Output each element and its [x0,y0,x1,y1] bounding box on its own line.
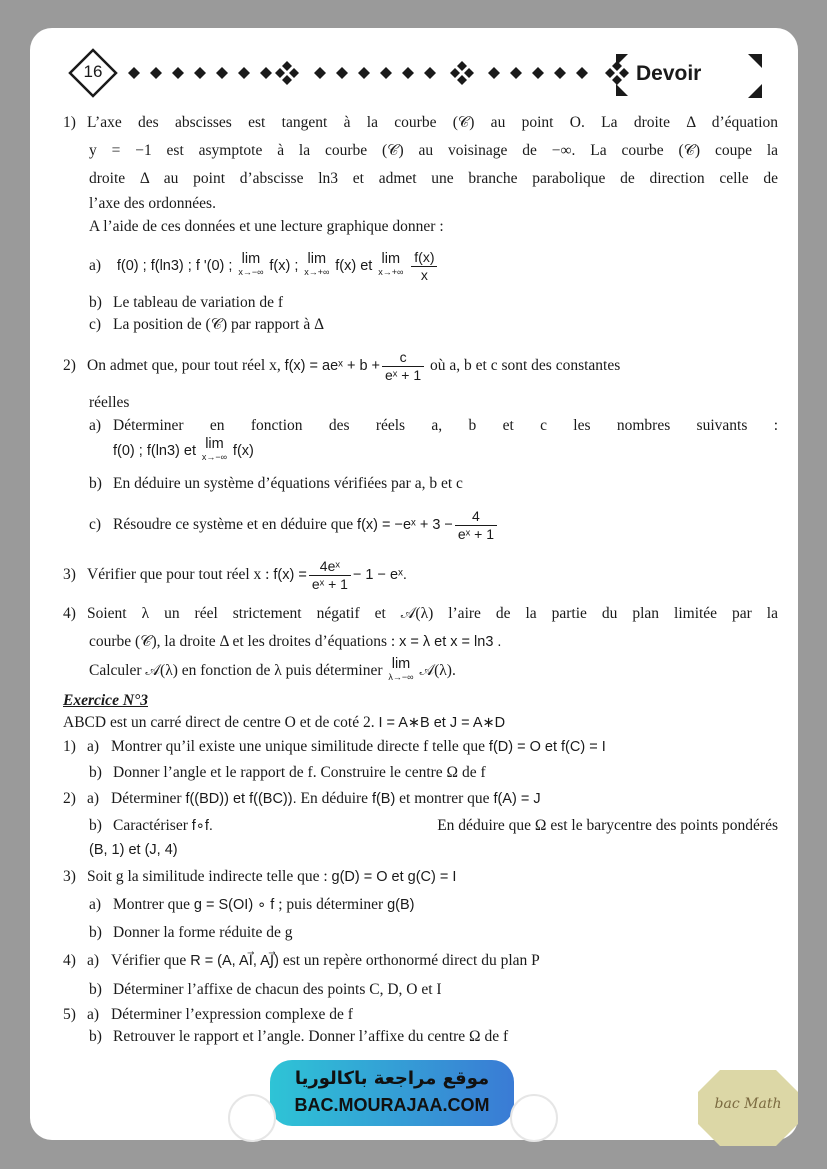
q2-math-1: f(x) = aeˣ + b + [284,358,381,374]
exercise-content [63,110,778,1048]
ex3-p3a-math: g = S(OI) ∘ f [193,897,275,913]
ex3-p2b [63,812,778,840]
q1-line-3 [63,166,778,194]
ex3-p1a [63,734,778,760]
q2-a-math: f(0) ; f(ln3) et [113,443,196,459]
q1-line-1 [63,110,778,138]
ex3-p5b-label: b) [89,1028,102,1045]
ex3-p1b-text: Donner l’angle et le rapport de f. Construire le centre Ω de f [113,764,486,781]
q1-lim-minus [238,253,263,279]
q2-c-fraction [455,508,497,543]
q1-a-label: a) [89,257,102,274]
ex3-p3b-label: b) [89,924,102,941]
q4-math-2: x = λ et x = ln3 . [399,634,502,650]
lim-subscript: x→−∞ [238,267,264,278]
q2-c-text: Résoudre ce système et en déduire que [113,516,354,533]
ex3-intro-math: I = A∗B et J = A∗D [378,715,506,731]
lim-subscript: x→−∞ [201,452,228,463]
q2-item-c [63,500,778,550]
ex3-p4b [63,976,778,1004]
q4-text-3b: 𝒜(λ). [419,662,456,679]
frac-denominator: eˣ + 1 [385,366,422,383]
q1-lim-plus-2 [378,253,403,279]
ex3-p2a-math1: f((BD)) et f((BC)). [185,791,297,807]
ex3-p3b-text: Donner la forme réduite de g [113,924,293,941]
ex3-p5b-text: Retrouver le rapport et l’angle. Donner l’affixe du centre Ω de f [113,1028,509,1045]
ex3-p2a-text: Déterminer [111,790,182,807]
frac-denominator: eˣ + 1 [311,575,348,592]
q1-lim-plus [304,253,329,279]
q2-item-a [63,414,778,438]
right-logo-icon [510,1094,558,1142]
ex3-p3a-label: a) [89,896,102,913]
page-header [30,28,798,118]
ex3-p3-number: 3) [63,868,76,885]
q4-text-2: courbe (𝒞), la droite Δ et les droites d’équations : [89,633,396,650]
lim-subscript: x→+∞ [304,267,330,278]
q4-line-3 [63,656,778,690]
ex3-p4a-math: R = (A, AI⃗, AJ⃗) [190,953,279,969]
bac-math-badge-text: bac Math [714,1096,782,1112]
q1-c-text: La position de (𝒞) par rapport à Δ [113,316,325,333]
q2-a-label: a) [89,417,102,434]
q2-a-text: Déterminer en fonction des réels a, b et c les nombres suivants : [113,417,778,434]
ex3-p2-number: 2) [63,790,76,807]
q2-text-2: réelles [89,394,130,411]
q2-b-label: b) [89,475,102,492]
ex3-p5-number: 5) [63,1006,76,1023]
q3-math-b: − 1 − eˣ. [352,567,407,583]
lim-word: lim [307,251,327,268]
q1-item-c [63,314,778,340]
q1-number: 1) [63,114,76,131]
ex3-p3 [63,864,778,890]
q2-c-math: f(x) = −eˣ + 3 − [357,517,453,533]
ex3-p4a [63,946,778,976]
q2-line-2 [63,392,778,414]
ex3-p2a-math3: f(A) = J [493,791,541,807]
ex3-p2a-text2: En déduire [300,790,369,807]
lim-subscript: λ→−∞ [388,672,414,683]
ex3-p2a-math2: f(B) [371,791,396,807]
ex3-p4-number: 4) [63,952,76,969]
q1-fraction [411,249,437,284]
frac-numerator: c [382,349,424,367]
q1-a-math: f(0) ; f(ln3) ; f '(0) ; [116,258,233,274]
diamond-border-decoration [120,58,640,88]
ex3-p3a-math2: g(B) [387,897,415,913]
ex3-p2b-cont [63,840,778,864]
ex3-p1-number: 1) [63,738,76,755]
ex3-intro [63,712,778,734]
q4-lim [388,658,413,684]
corner-triangle-top [748,54,762,68]
ex3-p2b-math2: (B, 1) et (J, 4) [89,842,178,858]
lim-word: lim [391,656,411,673]
ex3-p3-math: g(D) = O et g(C) = I [331,869,457,885]
q2-lim [202,438,227,464]
ex3-p2b-label: b) [89,817,102,834]
ex3-p1b-label: b) [89,764,102,781]
q1-text-4: l’axe des ordonnées. [89,195,216,212]
corner-triangle-left-top [616,54,628,66]
page-title: Devoir [636,62,702,85]
q2-text-1: On admet que, pour tout réel x, [87,357,281,374]
q1-text-1: L’axe des abscisses est tangent à la courbe (𝒞) au point O. La droite Δ d’équation [87,114,778,131]
lim-word: lim [381,251,401,268]
q3-math-a: f(x) = [273,567,307,583]
ex3-p2a [63,786,778,812]
ex3-title: Exercice N°3 [63,692,148,709]
ex3-p4b-text: Déterminer l’affixe de chacun des points C, D, O et I [113,981,442,998]
q3-text: Vérifier que pour tout réel x : [87,566,270,583]
ex3-p2b-text-b: En déduire que Ω est le barycentre des points pondérés [437,817,778,834]
site-name-arabic[interactable]: موقع مراجعة باكالوريا [294,1068,490,1089]
lim-word: lim [241,251,261,268]
q3-number: 3) [63,566,76,583]
q1-fx: f(x) ; [269,258,299,274]
corner-triangle-bottom [748,84,762,98]
q4-number: 4) [63,605,76,622]
ex3-p2a-label: a) [87,790,100,807]
ex3-p5a-text: Déterminer l’expression complexe de f [111,1006,353,1023]
q4-line-1 [63,600,778,628]
site-url-link[interactable]: BAC.MOURAJAA.COM [294,1095,490,1115]
q1-text-5: A l’aide de ces données et une lecture graphique donner : [89,218,444,235]
ex3-p2b-math: f∘f. [191,818,213,834]
ex3-p2a-text3: et montrer que [399,790,490,807]
ex3-p4a-text: Vérifier que [111,952,187,969]
ex3-p5a-label: a) [87,1006,100,1023]
frac-denominator: x [420,266,428,283]
q4-text-3: Calculer 𝒜(λ) en fonction de λ puis déterminer [89,662,383,679]
ex3-p1a-text: Montrer qu’il existe une unique similitude directe f telle que [111,738,486,755]
q1-item-a [63,240,778,292]
q1-fx-et: f(x) et [335,258,373,274]
q2-line-1 [63,340,778,392]
q2-c-label: c) [89,516,102,533]
ex3-p1a-label: a) [87,738,100,755]
frac-denominator: eˣ + 1 [457,525,495,542]
lim-subscript: x→+∞ [378,267,404,278]
ex3-p5b [63,1026,778,1048]
page-number: 16 [83,62,103,81]
exam-page [30,28,798,1140]
q1-line-5 [63,214,778,240]
frac-numerator: 4eˣ [309,558,351,576]
q1-item-b [63,292,778,314]
q1-c-label: c) [89,316,102,333]
ex3-p3-text: Soit g la similitude indirecte telle que : [87,868,328,885]
q2-fraction [382,349,424,384]
ex3-p1b [63,760,778,786]
left-logo-icon [228,1094,276,1142]
ex3-p4a-text2: est un repère orthonormé direct du plan P [282,952,540,969]
q1-line-4 [63,194,778,214]
frac-numerator: 4 [455,508,497,526]
q2-item-a-math [63,438,778,468]
q1-text-3: droite Δ au point d’abscisse ln3 et admet une branche parabolique de direction celle de [89,170,778,187]
ex3-p4b-label: b) [89,981,102,998]
q2-b-text: En déduire un système d’équations vérifiées par a, b et c [113,475,463,492]
ex3-p5a [63,1004,778,1026]
ex3-p2b-text-a: Caractériser [113,817,188,834]
q4-text-1: Soient λ un réel strictement négatif et 𝒜(λ) l’aire de la partie du plan limitée par la [87,605,778,622]
q3-line [63,550,778,600]
ex3-intro-text: ABCD est un carré direct de centre O et de coté 2. [63,714,375,731]
q4-line-2 [63,628,778,656]
q2-number: 2) [63,357,76,374]
ex3-title-line [63,690,778,712]
q2-item-b [63,468,778,500]
q3-fraction [309,558,351,593]
q2-lim-fx: f(x) [232,443,254,459]
q1-text-2: y = −1 est asymptote à la courbe (𝒞) au voisinage de −∞. La courbe (𝒞) coupe la [89,142,778,159]
ex3-p3a-text2: ; puis déterminer [278,896,384,913]
ex3-p1a-math: f(D) = O et f(C) = I [488,739,606,755]
ex3-p3a-text: Montrer que [113,896,191,913]
ex3-p3b [63,920,778,946]
q1-line-2 [63,138,778,166]
lim-word: lim [205,436,224,453]
ex3-p3a [63,890,778,920]
q1-b-text: Le tableau de variation de f [113,294,283,311]
corner-triangle-left-bottom [616,84,628,96]
q1-b-label: b) [89,294,102,311]
frac-numerator: f(x) [411,249,437,267]
ex3-p4a-label: a) [87,952,100,969]
q2-text-1b: où a, b et c sont des constantes [430,357,621,374]
